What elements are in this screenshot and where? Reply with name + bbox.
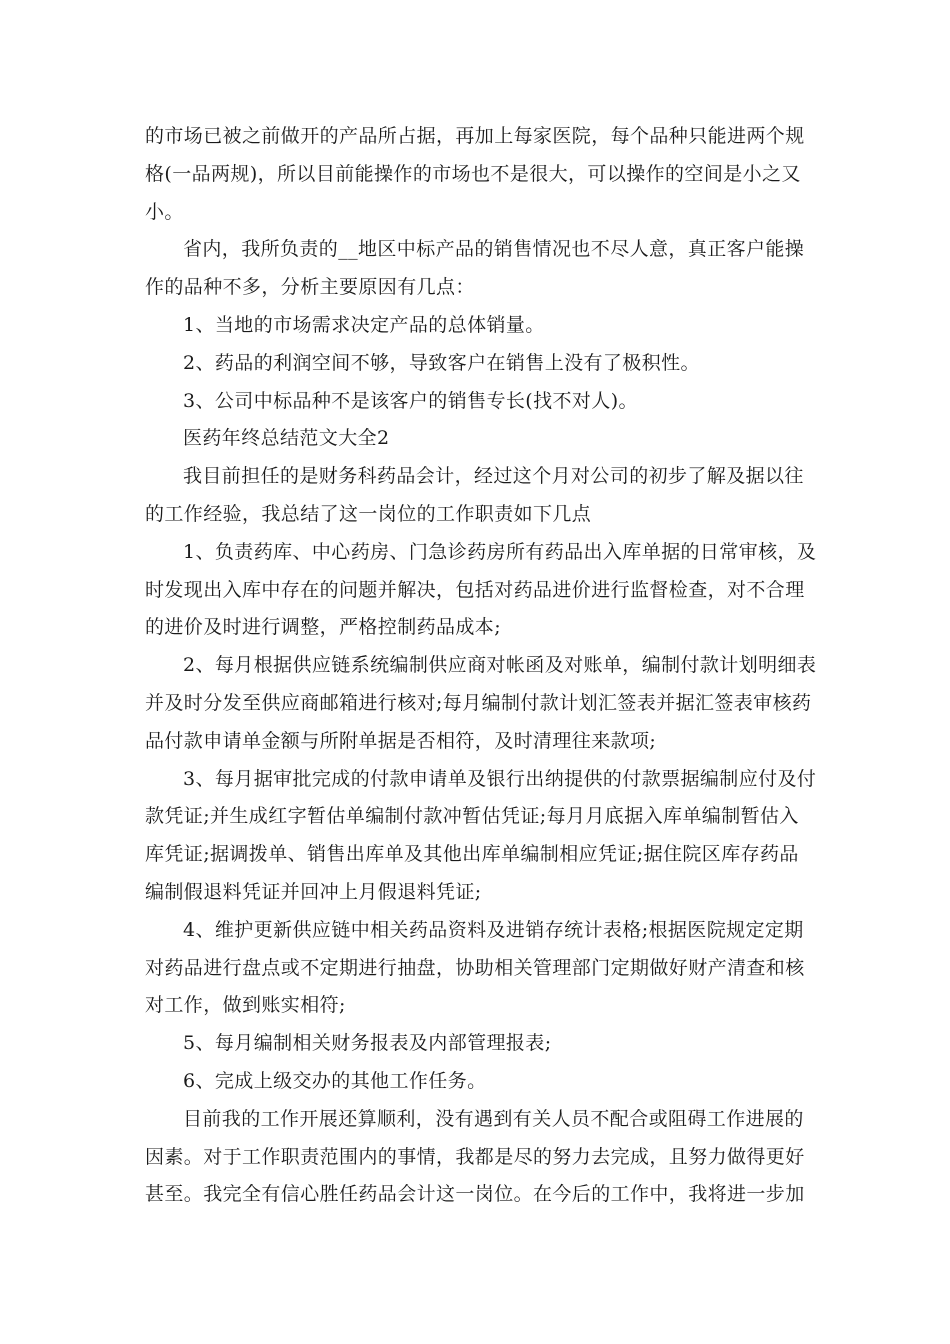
text-line: 时发现出入库中存在的问题并解决，包括对药品进价进行监督检查，对不合理	[145, 578, 805, 601]
text-line: 的进价及时进行调整，严格控制药品成本;	[145, 616, 502, 639]
text-line: 款凭证;并生成红字暂估单编制付款冲暂估凭证;每月月底据入库单编制暂估入	[145, 805, 799, 828]
text-line: 6、完成上级交办的其他工作任务。	[183, 1069, 487, 1092]
text-line: 库凭证;据调拨单、销售出库单及其他出库单编制相应凭证;据住院区库存药品	[145, 843, 799, 866]
text-line: 我目前担任的是财务科药品会计，经过这个月对公司的初步了解及据以往	[183, 465, 804, 488]
text-line: 3、公司中标品种不是该客户的销售专长(找不对人)。	[183, 389, 638, 412]
text-line: 2、药品的利润空间不够，导致客户在销售上没有了极积性。	[183, 351, 700, 374]
text-line: 省内，我所负责的__地区中标产品的销售情况也不尽人意，真正客户能操	[183, 238, 805, 261]
text-line: 因素。对于工作职责范围内的事情，我都是尽的努力去完成，且努力做得更好	[145, 1145, 805, 1168]
text-line: 作的品种不多，分析主要原因有几点：	[145, 276, 475, 299]
text-line: 编制假退料凭证并回冲上月假退料凭证;	[145, 880, 482, 903]
text-line: 4、维护更新供应链中相关药品资料及进销存统计表格;根据医院规定定期	[183, 918, 804, 941]
text-line: 的工作经验，我总结了这一岗位的工作职责如下几点	[145, 502, 592, 525]
text-line: 甚至。我完全有信心胜任药品会计这一岗位。在今后的工作中，我将进一步加	[145, 1183, 805, 1206]
text-line: 医药年终总结范文大全2	[183, 427, 390, 450]
text-line: 品付款申请单金额与所附单据是否相符，及时清理往来款项;	[145, 729, 657, 752]
text-line: 2、每月根据供应链系统编制供应商对帐函及对账单，编制付款计划明细表	[183, 654, 817, 677]
document-body	[145, 118, 817, 1214]
text-line: 3、每月据审批完成的付款申请单及银行出纳提供的付款票据编制应付及付	[183, 767, 817, 790]
text-line: 对药品进行盘点或不定期进行抽盘，协助相关管理部门定期做好财产清查和核	[145, 956, 805, 979]
text-line: 5、每月编制相关财务报表及内部管理报表;	[183, 1032, 552, 1055]
text-line: 目前我的工作开展还算顺利，没有遇到有关人员不配合或阻碍工作进展的	[183, 1107, 804, 1130]
text-line: 对工作，做到账实相符;	[145, 994, 346, 1017]
text-line: 并及时分发至供应商邮箱进行核对;每月编制付款计划汇签表并据汇签表审核药	[145, 691, 812, 714]
text-line: 小。	[145, 200, 184, 223]
text-line: 1、负责药库、中心药房、门急诊药房所有药品出入库单据的日常审核，及	[183, 540, 817, 563]
text-line: 格(一品两规)，所以目前能操作的市场也不是很大，可以操作的空间是小之又	[145, 162, 801, 185]
text-line: 1、当地的市场需求决定产品的总体销量。	[183, 313, 545, 336]
text-line: 的市场已被之前做开的产品所占据，再加上每家医院，每个品种只能进两个规	[145, 125, 805, 147]
